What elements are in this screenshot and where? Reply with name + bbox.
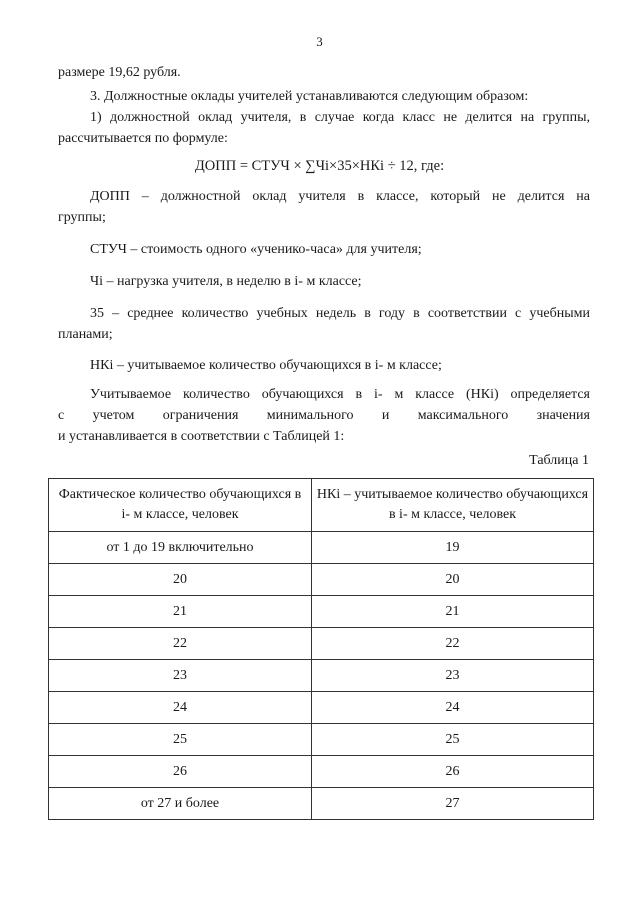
definition-nki: НКi – учитываемое количество обучающихся в i- м классе; [90,358,442,373]
cell-actual: 24 [49,692,312,724]
cell-actual: 25 [49,724,312,756]
table-row [49,756,594,788]
definition-dopp-line-2: группы; [58,210,106,225]
cell-actual: 22 [49,628,312,660]
student-count-table [48,478,594,820]
table-row [49,596,594,628]
cell-actual: 21 [49,596,312,628]
item-3-heading: 3. Должностные оклады учителей устанавливаются следующим образом: [90,89,529,104]
definition-35-line-1: 35 – среднее количество учебных недель в году в соответствии с учебными [90,306,590,321]
header-actual-count: Фактическое количество обучающихся в i- м классе, человек [49,479,312,532]
paragraph-line-1: Учитываемое количество обучающихся в i- м классе (НКi) определяется [90,387,590,402]
table-row [49,532,594,564]
table-row [49,628,594,660]
cell-actual: 26 [49,756,312,788]
cell-counted: 19 [312,532,594,564]
table-row [49,564,594,596]
cell-counted: 23 [312,660,594,692]
subitem-1-line-1: 1) должностной оклад учителя, в случае когда класс не делится на группы, [90,110,590,125]
carryover-line: размере 19,62 рубля. [58,65,181,80]
table-row [49,724,594,756]
definition-dopp-line-1: ДОПП – должностной оклад учителя в классе, который не делится на [90,189,590,204]
cell-counted: 20 [312,564,594,596]
header-counted-nki: НКi – учитываемое количество обучающихся в i- м классе, человек [312,479,594,532]
table-header-row [49,479,594,532]
subitem-1-line-2: рассчитывается по формуле: [58,131,228,146]
table-caption: Таблица 1 [529,453,589,468]
table-row [49,788,594,820]
cell-counted: 22 [312,628,594,660]
table-row [49,692,594,724]
cell-counted: 21 [312,596,594,628]
cell-counted: 26 [312,756,594,788]
definition-35-line-2: планами; [58,327,113,342]
salary-formula: ДОПП = СТУЧ × ∑Чi×35×НКi ÷ 12, где: [194,158,445,174]
cell-counted: 27 [312,788,594,820]
cell-actual: 20 [49,564,312,596]
cell-counted: 25 [312,724,594,756]
table-row [49,660,594,692]
cell-actual: от 27 и более [49,788,312,820]
definition-chi: Чi – нагрузка учителя, в неделю в i- м классе; [90,274,362,289]
cell-counted: 24 [312,692,594,724]
cell-actual: 23 [49,660,312,692]
cell-actual: от 1 до 19 включительно [49,532,312,564]
definition-stuch: СТУЧ – стоимость одного «ученико-часа» для учителя; [90,242,422,257]
paragraph-line-3: и устанавливается в соответствии с Таблицей 1: [58,429,345,444]
page-number: 3 [316,34,323,49]
paragraph-line-2: с учетом ограничения минимального и максимального значения [58,408,590,423]
